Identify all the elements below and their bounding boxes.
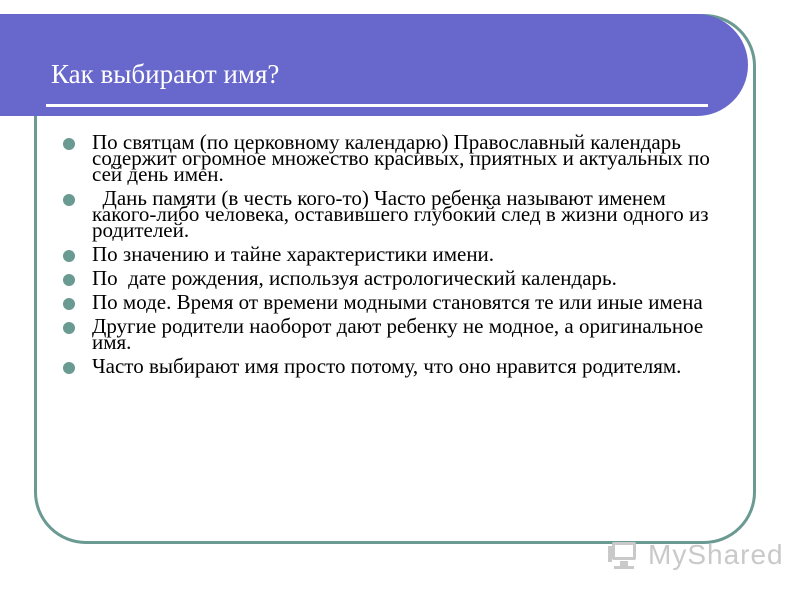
bullet-dot-icon bbox=[63, 362, 75, 374]
bullet-dot-icon bbox=[63, 274, 75, 286]
bullet-text: По дате рождения, используя астрологический календарь. bbox=[92, 266, 617, 290]
title-underline bbox=[46, 104, 708, 107]
bullet-dot-icon bbox=[63, 250, 75, 262]
bullet-text: По моде. Время от времени модными становятся те или иные имена bbox=[92, 290, 703, 314]
bullet-dot-icon bbox=[63, 194, 75, 206]
bullet-text: Часто выбирают имя просто потому, что оно нравится родителям. bbox=[92, 354, 682, 378]
bullet-item bbox=[63, 130, 731, 186]
bullet-item bbox=[63, 290, 731, 314]
bullet-dot-icon bbox=[63, 298, 75, 310]
watermark-text: MyShared bbox=[648, 539, 784, 570]
bullet-item bbox=[63, 314, 731, 354]
slide-title: Как выбирают имя? bbox=[51, 59, 280, 89]
bullet-text: Дань памяти (в честь кого-то) Часто ребенка называют именем какого-либо человека, оставившего глубокий след в жизни одного из родителей. bbox=[92, 186, 714, 242]
bullet-list bbox=[63, 130, 731, 382]
bullet-text: По святцам (по церковному календарю) Православный календарь содержит огромное множество красивых, приятных и актуальных по сей день имен. bbox=[92, 130, 710, 186]
bullet-item bbox=[63, 242, 731, 266]
bullet-text: Другие родители наоборот дают ребенку не модное, а оригинальное имя. bbox=[92, 314, 704, 354]
monitor-icon bbox=[608, 540, 642, 570]
bullet-text: По значению и тайне характеристики имени. bbox=[92, 242, 495, 266]
bullet-item bbox=[63, 186, 731, 242]
bullet-item bbox=[63, 266, 731, 290]
bullet-dot-icon bbox=[63, 138, 75, 150]
bullet-item bbox=[63, 354, 731, 378]
watermark-logo bbox=[608, 538, 784, 572]
bullet-dot-icon bbox=[63, 322, 75, 334]
